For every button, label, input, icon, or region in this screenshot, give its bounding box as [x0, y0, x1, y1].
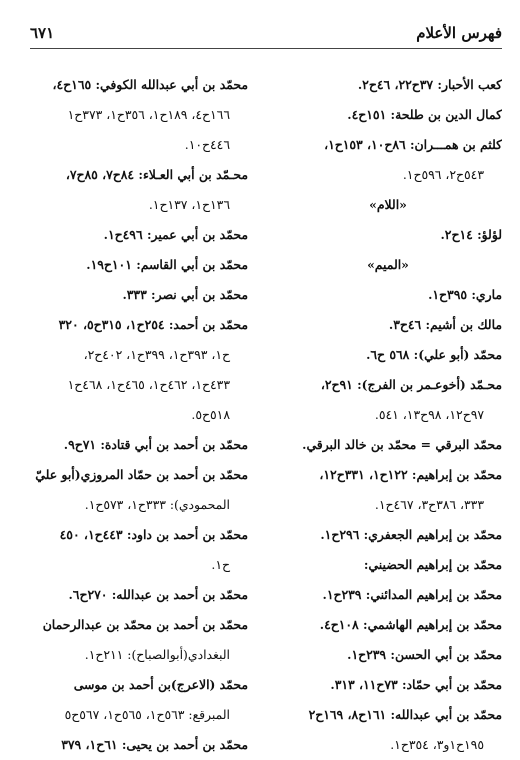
- index-entry-line: ح١، ٣٩٣ح١، ٣٩٩ح١، ٤٠٢ح٢،: [83, 347, 230, 362]
- index-entry-line: محـمّد (أخوعـمر بن الفرج): ٩١ح٢،: [320, 377, 502, 392]
- index-entry-line: ١٦٦ح٤، ١٨٩ح١، ٣٥٦ح١، ٣٧٣ح١: [67, 107, 230, 122]
- index-entry-line: لؤلؤ: ١٤ح٢.: [440, 227, 502, 242]
- index-entry-line: ١٣٦ح١، ١٣٧ح١.: [148, 197, 230, 212]
- index-entry-line: ٤٣٣ح١، ٤٦٢ح١، ٤٦٥ح١، ٤٦٨ح١: [67, 377, 230, 392]
- index-entry-line: مالك بن أشيم: ٤٦ح٣.: [388, 317, 502, 332]
- index-entry-line: كلثم بن همـــران: ٨٦ح١٠، ١٥٣ح١،: [324, 137, 502, 152]
- index-entry-line: محمّد بن أحمد بن محمّد بن عبدالرحمان: [42, 617, 248, 632]
- index-entry-line: محمّد (أبو علي): ٥٦٨ ح٦.: [366, 347, 502, 362]
- index-column-right: [274, 70, 502, 760]
- index-entry-line: محمّد بن أحمد بن أبي قتادة: ٧١ح٩.: [63, 437, 248, 452]
- index-entry-line: محمّد بن إبراهيم الحضيني:: [363, 557, 502, 572]
- index-entry-line: محمّد (الاعرج)بن أحمد بن موسى: [73, 677, 248, 692]
- index-entry-line: محمّد بن أحمد بن حمّاد المروزي(أبو عليّ: [35, 467, 248, 482]
- index-entry-line: كعب الأحبار: ٣٧ح٢٢، ٤٦ح٢.: [357, 77, 502, 92]
- index-entry-line: محمّد بن أحمد بن داود: ٤٤٣ح١، ٤٥٠: [59, 527, 248, 542]
- letter-section-heading: «اللام»: [369, 197, 407, 212]
- page-header: [30, 22, 502, 49]
- index-entry-line: محمّد بن أبي القاسم: ١٠١ح١٩.: [86, 257, 248, 272]
- index-entry-line: ماري: ٣٩٥ح١.: [428, 287, 502, 302]
- index-entry-line: محمّد بن أحمد بن عبدالله: ٢٧٠ح٦.: [68, 587, 248, 602]
- index-entry-line: كمال الدين بن طلحة: ١٥١ح٤.: [347, 107, 502, 122]
- index-entry-line: محمّد بن إبراهيم الجعفري: ٢٩٦ح١.: [320, 527, 502, 542]
- index-entry-line: محمّد بن أبي عمير: ٤٩٦ح١.: [103, 227, 248, 242]
- index-entry-line: محمّد البرقي = محمّد بن خالد البرقي.: [302, 437, 502, 452]
- index-entry-line: محمّد بن إبراهيم المدائني: ٢٣٩ح١.: [322, 587, 502, 602]
- page-title: فهرس الأعلام: [416, 24, 502, 42]
- index-entry-line: محـمّد بن أبي العـلاء: ٨٤ح٧، ٨٥ح٧،: [65, 167, 248, 182]
- page-number: ٦٧١: [30, 24, 55, 42]
- index-entry-line: محمّد بن إبراهيم الهاشمي: ١٠٨ح٤.: [319, 617, 502, 632]
- index-entry-line: محمّد بن أحمد بن يحيى: ٦١ح١، ٣٧٩: [61, 737, 248, 752]
- index-entry-line: ٤٤٦ح١٠.: [184, 137, 230, 152]
- letter-section-heading: «الميم»: [367, 257, 409, 272]
- index-entry-line: ٥٤٣ح٢، ٥٩٦ح١.: [402, 167, 484, 182]
- index-entry-line: محمّد بن أحمد: ٢٥٤ح١، ٣١٥ح٥، ٣٢٠: [58, 317, 248, 332]
- index-entry-line: محمّد بن أبي نصر: ٣٣٣.: [122, 287, 248, 302]
- index-entry-line: ٩٧ح١٢، ٩٨ح١٣، ٥٤١.: [374, 407, 484, 422]
- index-entry-line: ١٩٥ح١و٣، ٣٥٤ح١.: [390, 737, 484, 752]
- index-column-left: [20, 70, 248, 760]
- index-entry-line: ٥١٨ح٥.: [191, 407, 230, 422]
- index-entry-line: البغدادي(أبوالصباح): ٢١١ح١.: [84, 647, 230, 662]
- index-entry-line: محمّد بن أبي عبدالله: ١٦١ح٨، ١٦٩ح٢: [308, 707, 502, 722]
- index-entry-line: محمّد بن أبي عبدالله الكوفي: ١٦٥ح٤،: [52, 77, 248, 92]
- index-entry-line: ح١.: [211, 557, 230, 572]
- index-entry-line: محمّد بن أبي الحسن: ٢٣٩ح١.: [347, 647, 502, 662]
- index-entry-line: المحمودي): ٣٣٣ح١، ٥٧٣ح١.: [84, 497, 230, 512]
- index-entry-line: ٣٣٣، ٣٨٦ح٣، ٤٦٧ح١.: [374, 497, 484, 512]
- index-entry-line: المبرقع: ٥٦٣ح١، ٥٦٥ح١، ٥٦٧ح٥: [64, 707, 230, 722]
- index-entry-line: محمّد بن إبراهيم: ١٢٢ح١، ٣٣١ح١٢،: [319, 467, 502, 482]
- index-entry-line: محمّد بن أبي حمّاد: ٧٣ح١١، ٣١٣.: [330, 677, 502, 692]
